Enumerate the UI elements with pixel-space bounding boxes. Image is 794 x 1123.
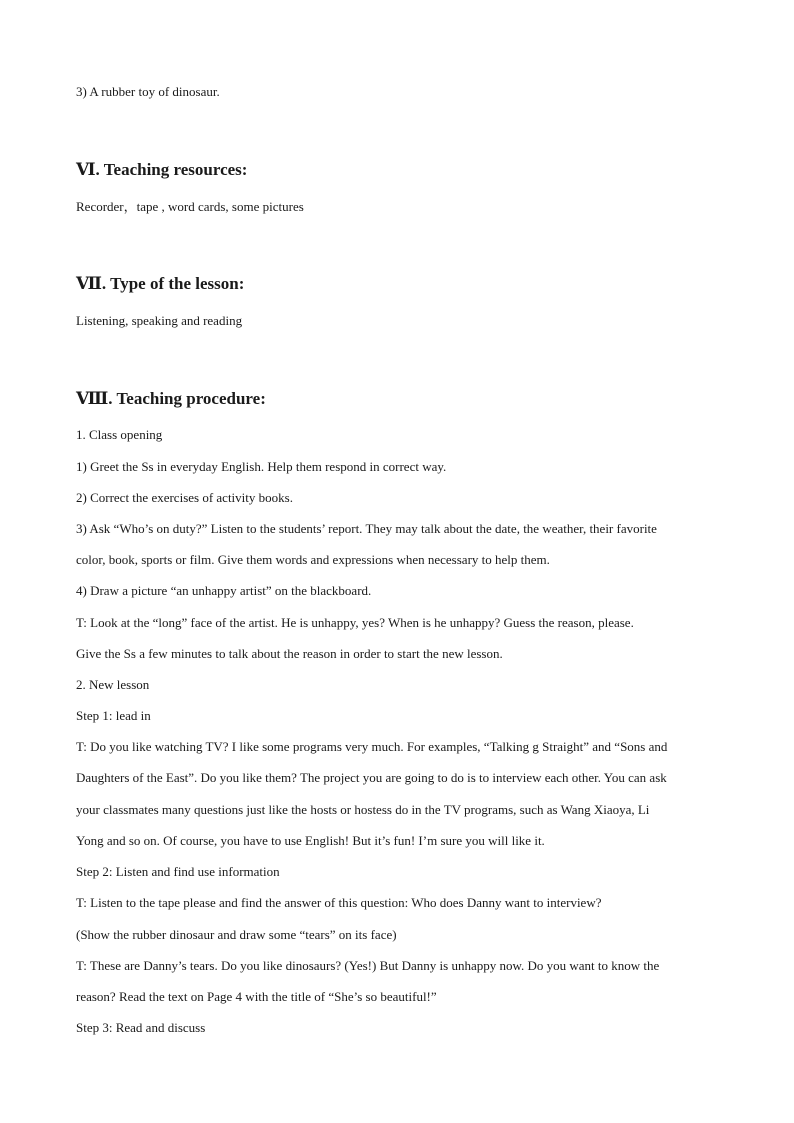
- procedure-line: 1. Class opening: [76, 427, 163, 442]
- procedure-line: Give the Ss a few minutes to talk about the reason in order to start the new lesson.: [76, 646, 503, 661]
- procedure-line: Step 1: lead in: [76, 708, 151, 723]
- procedure-line: Yong and so on. Of course, you have to use English! But it’s fun! I’m sure you will like it.: [76, 833, 545, 848]
- section7-text: Listening, speaking and reading: [76, 313, 243, 328]
- section6-text: Recorder，tape , word cards, some pictures: [76, 199, 304, 214]
- procedure-line: Step 2: Listen and find use information: [76, 864, 280, 879]
- procedure-line: 2. New lesson: [76, 677, 150, 692]
- procedure-line: Step 3: Read and discuss: [76, 1020, 206, 1035]
- procedure-line: T: Look at the “long” face of the artist. He is unhappy, yes? When is he unhappy? Guess the reason, please.: [76, 615, 634, 630]
- procedure-line: T: Do you like watching TV? I like some programs very much. For examples, “Talking g Straight” and “Sons and: [76, 739, 668, 754]
- procedure-line: Daughters of the East”. Do you like them? The project you are going to do is to interview each other. You can ask: [76, 770, 667, 785]
- section6-heading: Ⅵ. Teaching resources:: [76, 160, 248, 179]
- section7-heading: Ⅶ. Type of the lesson:: [76, 274, 245, 293]
- procedure-line: 4) Draw a picture “an unhappy artist” on the blackboard.: [76, 583, 372, 598]
- procedure-line: your classmates many questions just like the hosts or hostess do in the TV programs, such as Wang Xiaoya, Li: [76, 802, 650, 817]
- procedure-line: T: Listen to the tape please and find the answer of this question: Who does Danny want to interview?: [76, 895, 602, 910]
- procedure-line: 2) Correct the exercises of activity books.: [76, 490, 293, 505]
- procedure-line: reason? Read the text on Page 4 with the title of “She’s so beautiful!”: [76, 989, 437, 1004]
- section8-heading: Ⅷ. Teaching procedure:: [76, 389, 266, 408]
- procedure-line: 1) Greet the Ss in everyday English. Help them respond in correct way.: [76, 459, 447, 474]
- procedure-line: T: These are Danny’s tears. Do you like dinosaurs? (Yes!) But Danny is unhappy now. Do you want to know the: [76, 958, 660, 973]
- procedure-line: (Show the rubber dinosaur and draw some “tears” on its face): [76, 927, 397, 942]
- procedure-line: 3) Ask “Who’s on duty?” Listen to the students’ report. They may talk about the date, the weather, their favorite: [76, 521, 657, 536]
- procedure-line: color, book, sports or film. Give them words and expressions when necessary to help them.: [76, 552, 550, 567]
- top-item: 3) A rubber toy of dinosaur.: [76, 84, 220, 99]
